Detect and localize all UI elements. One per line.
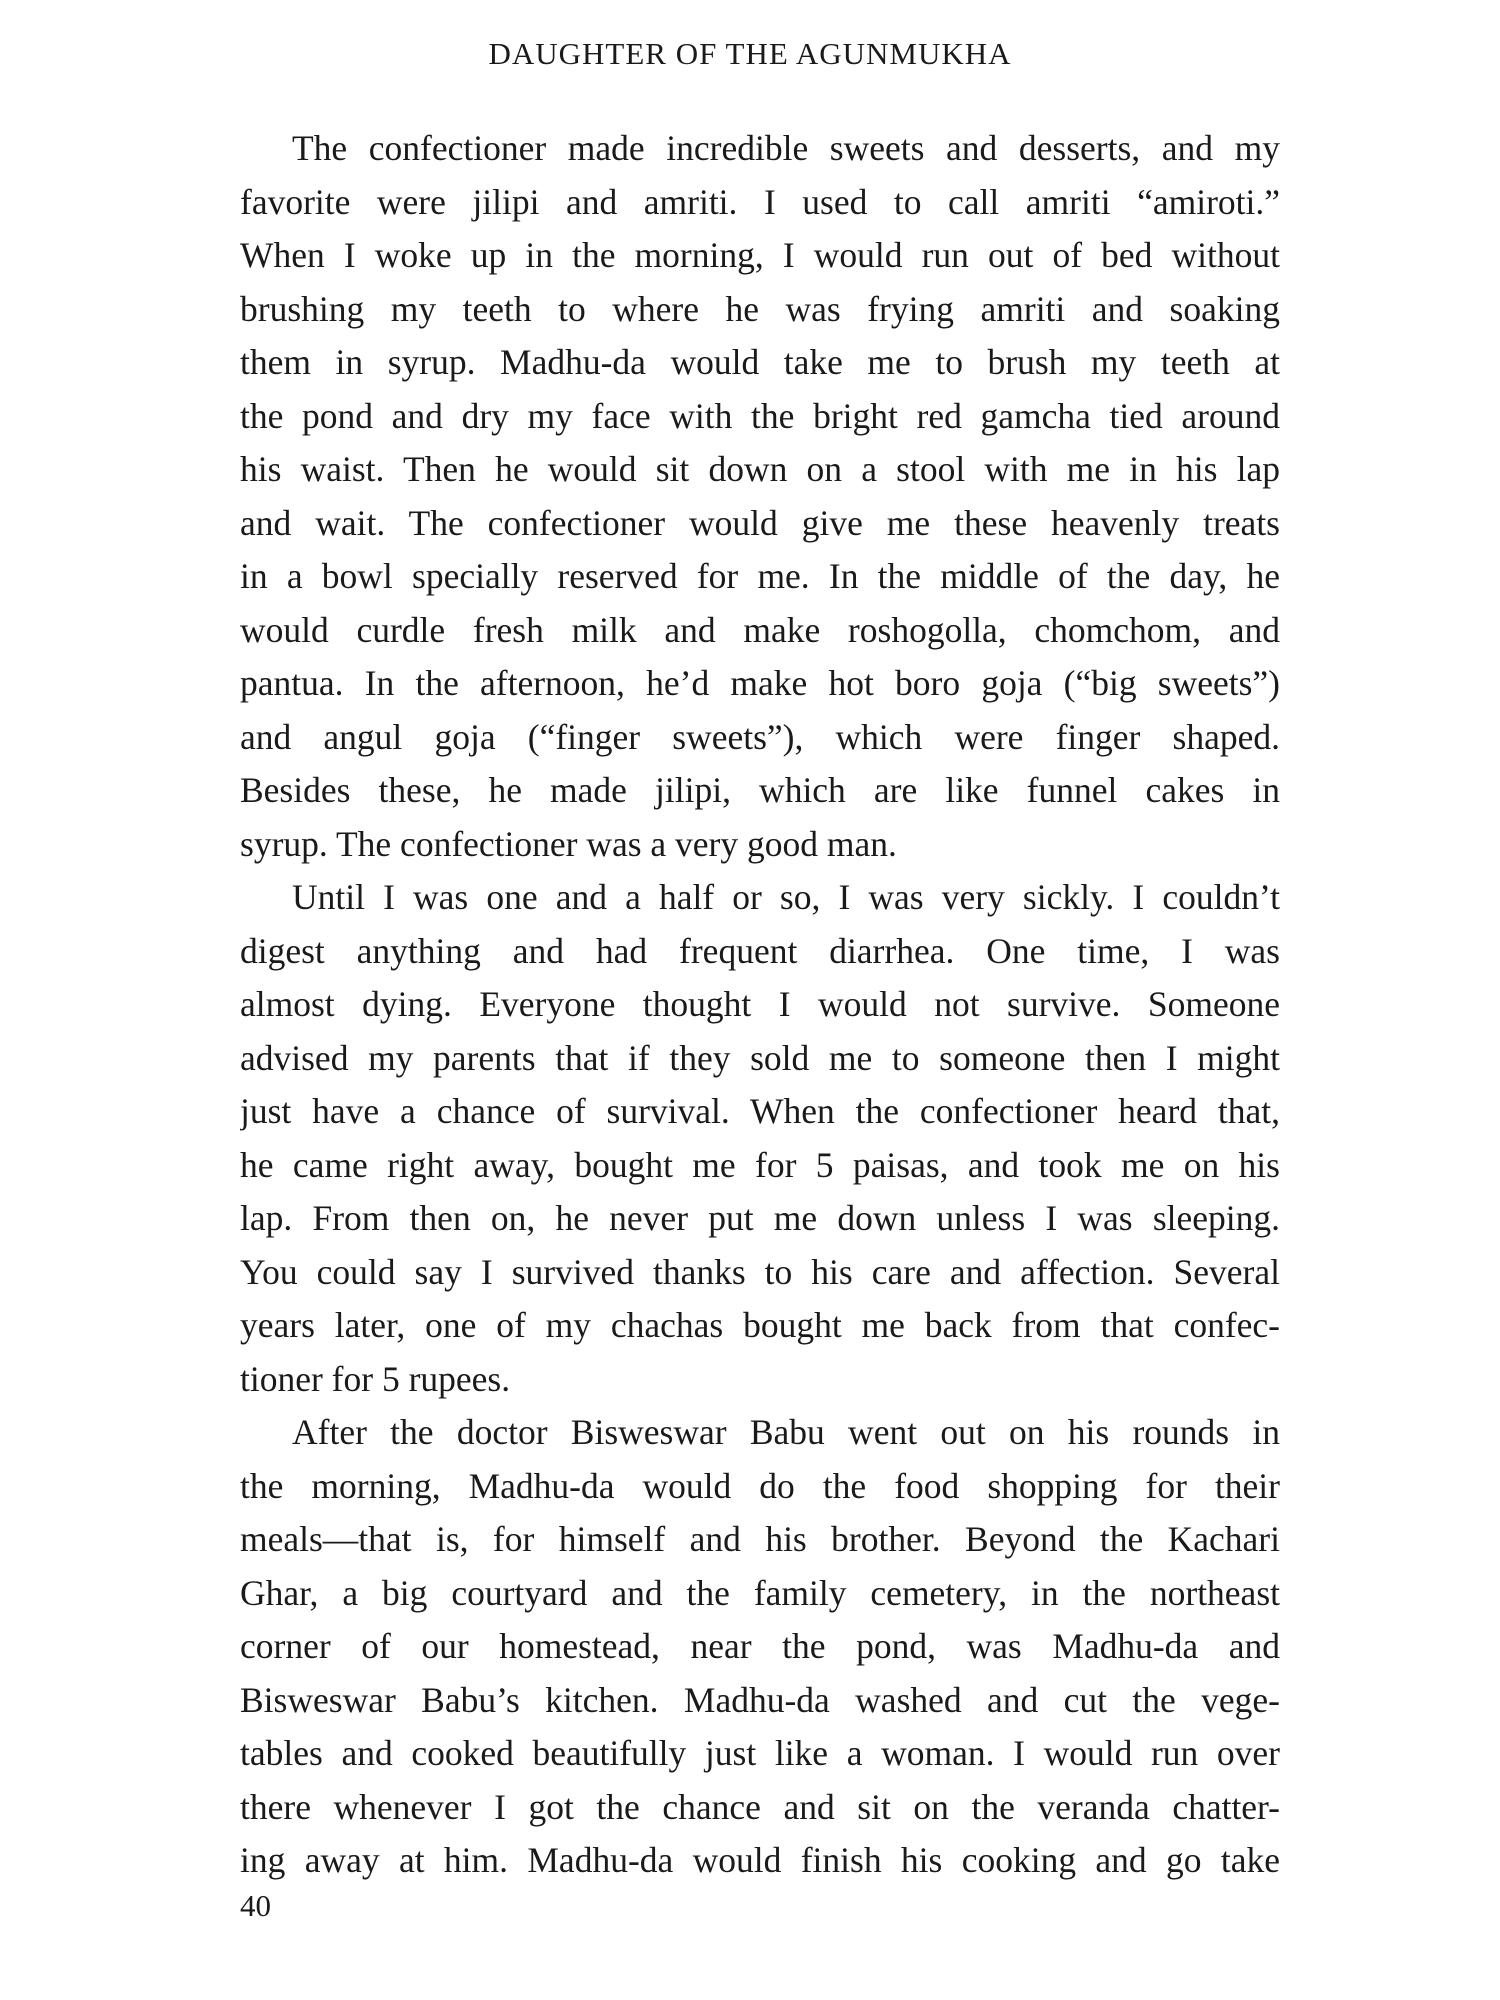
text-line: Bisweswar Babu’s kitchen. Madhu-da washed and cut the vege-	[240, 1679, 1280, 1720]
text-line: the morning, Madhu-da would do the food shopping for their	[240, 1465, 1280, 1506]
text-line: You could say I survived thanks to his care and affection. Several	[240, 1251, 1280, 1292]
text-line: and angul goja (“finger sweets”), which were finger shaped.	[240, 716, 1280, 757]
text-line: the pond and dry my face with the bright red gamcha tied around	[240, 395, 1280, 436]
text-line: tables and cooked beautifully just like a woman. I would run over	[240, 1733, 1280, 1773]
body-text	[240, 122, 1280, 1888]
text-line: meals—that is, for himself and his brother. Beyond the Kachari	[240, 1519, 1280, 1559]
text-line: he came right away, bought me for 5 paisas, and took me on his	[240, 1144, 1280, 1185]
text-line: there whenever I got the chance and sit on the veranda chatter-	[240, 1786, 1280, 1827]
paragraph	[240, 1406, 1280, 1888]
text-line: Ghar, a big courtyard and the family cemetery, in the northeast	[240, 1572, 1280, 1613]
text-line: tioner for 5 rupees.	[240, 1358, 511, 1399]
text-line: favorite were jilipi and amriti. I used to call amriti “amiroti.”	[240, 181, 1280, 222]
text-line: ing away at him. Madhu-da would finish his cooking and go take	[240, 1840, 1280, 1880]
text-line: would curdle fresh milk and make roshogolla, chomchom, and	[240, 609, 1280, 650]
running-head: DAUGHTER OF THE AGUNMUKHA	[488, 36, 1012, 71]
text-line: digest anything and had frequent diarrhea. One time, I was	[240, 930, 1280, 971]
text-line: After the doctor Bisweswar Babu went out on his rounds in	[292, 1412, 1280, 1452]
text-line: his waist. Then he would sit down on a stool with me in his lap	[240, 449, 1280, 489]
text-line: years later, one of my chachas bought me back from that confec-	[240, 1305, 1280, 1345]
text-line: When I woke up in the morning, I would run out of bed without	[240, 235, 1280, 275]
page-number: 40	[240, 1888, 271, 1923]
text-line: lap. From then on, he never put me down unless I was sleeping.	[240, 1198, 1280, 1238]
text-line: brushing my teeth to where he was frying amriti and soaking	[240, 288, 1280, 329]
paragraph	[240, 871, 1280, 1406]
text-line: just have a chance of survival. When the confectioner heard that,	[240, 1091, 1280, 1131]
text-line: The confectioner made incredible sweets and desserts, and my	[292, 128, 1280, 168]
text-line: in a bowl specially reserved for me. In the middle of the day, he	[240, 556, 1280, 596]
text-line: syrup. The confectioner was a very good man.	[240, 823, 897, 864]
text-line: advised my parents that if they sold me to someone then I might	[240, 1037, 1280, 1078]
text-line: corner of our homestead, near the pond, was Madhu-da and	[240, 1626, 1280, 1666]
paragraph	[240, 122, 1280, 871]
text-line: almost dying. Everyone thought I would not survive. Someone	[240, 984, 1280, 1024]
text-line: pantua. In the afternoon, he’d make hot boro goja (“big sweets”)	[240, 663, 1280, 703]
text-line: Besides these, he made jilipi, which are like funnel cakes in	[240, 770, 1280, 810]
text-line: Until I was one and a half or so, I was very sickly. I couldn’t	[292, 877, 1280, 917]
text-line: them in syrup. Madhu-da would take me to brush my teeth at	[240, 342, 1280, 382]
text-line: and wait. The confectioner would give me these heavenly treats	[240, 502, 1280, 543]
